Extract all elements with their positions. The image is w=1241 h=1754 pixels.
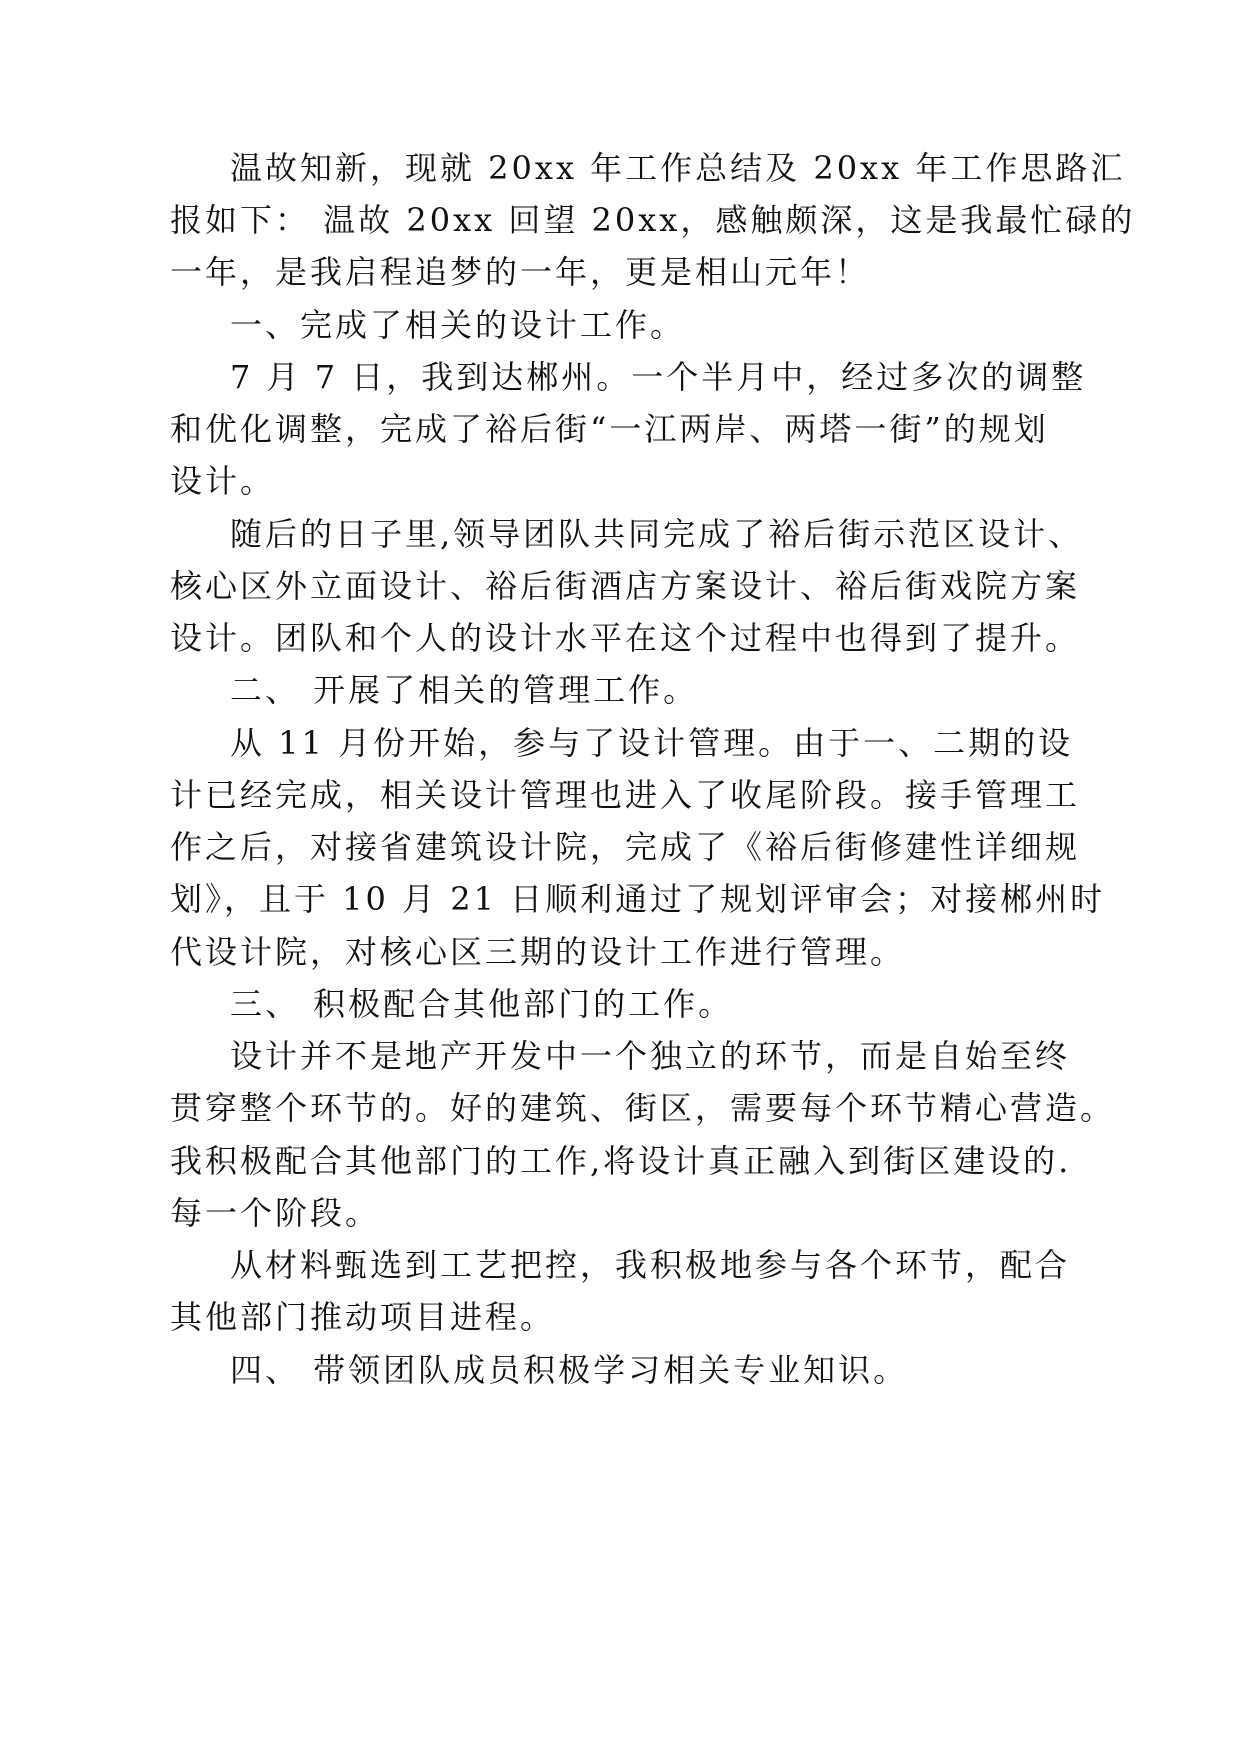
section-heading-3: 三、 积极配合其他部门的工作。 <box>230 985 734 1023</box>
text-line: 从 11 月份开始，参与了设计管理。由于一、二期的设 <box>230 724 1074 762</box>
text-line: 划》，且于 10 月 21 日顺利通过了规划评审会；对接郴州时 <box>170 880 1106 918</box>
text-line: 一年，是我启程追梦的一年，更是相山元年！ <box>170 253 871 291</box>
text-line: 代设计院，对核心区三期的设计工作进行管理。 <box>170 933 906 971</box>
text-line: 报如下： 温故 20xx 回望 20xx，感触颇深，这是我最忙碌的 <box>170 201 1136 239</box>
text-line: 7 月 7 日，我到达郴州。一个半月中，经过多次的调整 <box>230 358 1087 396</box>
text-line: 每一个阶段。 <box>170 1194 381 1232</box>
text-line: 设计并不是地产开发中一个独立的环节，而是自始至终 <box>230 1037 1071 1075</box>
text-line: 设计。团队和个人的设计水平在这个过程中也得到了提升。 <box>170 619 1081 657</box>
text-line: 和优化调整，完成了裕后街“一江两岸、两塔一街”的规划 <box>170 410 1049 448</box>
text-line: 其他部门推动项目进程。 <box>170 1298 556 1336</box>
text-line: 我积极配合其他部门的工作,将设计真正融入到街区建设的. <box>170 1142 1072 1180</box>
section-heading-2: 二、 开展了相关的管理工作。 <box>230 671 699 709</box>
text-line: 设计。 <box>170 462 276 500</box>
text-line: 计已经完成，相关设计管理也进入了收尾阶段。接手管理工 <box>170 776 1081 814</box>
section-heading-4: 四、 带领团队成员积极学习相关专业知识。 <box>230 1351 909 1389</box>
text-line: 温故知新，现就 20xx 年工作总结及 20xx 年工作思路汇 <box>230 149 1126 187</box>
text-line: 作之后，对接省建筑设计院，完成了《裕后街修建性详细规 <box>170 828 1081 866</box>
text-line: 随后的日子里,领导团队共同完成了裕后街示范区设计、 <box>230 515 1084 553</box>
section-heading-1: 一、完成了相关的设计工作。 <box>230 306 686 344</box>
text-line: 贯穿整个环节的。好的建筑、街区，需要每个环节精心营造。 <box>170 1089 1116 1127</box>
text-line: 从材料甄选到工艺把控，我积极地参与各个环节，配合 <box>230 1246 1071 1284</box>
text-line: 核心区外立面设计、裕后街酒店方案设计、裕后街戏院方案 <box>170 567 1081 605</box>
